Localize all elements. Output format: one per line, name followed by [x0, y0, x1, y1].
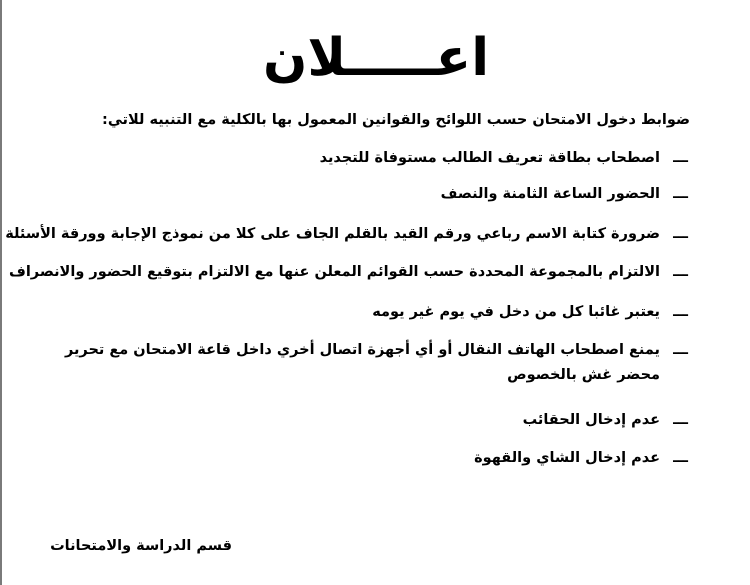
- rule-dash: ـــ: [673, 150, 688, 166]
- rule-item: [22, 182, 688, 207]
- rule-dash: ـــ: [673, 412, 688, 428]
- rule-item: [22, 338, 688, 388]
- rule-text: عدم إدخال الحقائب: [522, 412, 660, 428]
- announcement-title: اعـــــلان: [262, 28, 490, 88]
- rule-dash: ـــ: [673, 186, 688, 202]
- rule-text: ضرورة كتابة الاسم رباعي ورقم القيد بالقلم الجاف على كلا من نموذج الإجابة وورقة الأسئلة: [5, 226, 660, 242]
- rule-text: الالتزام بالمجموعة المحددة حسب القوائم المعلن عنها مع الالتزام بتوقيع الحضور والانصراف: [8, 264, 660, 280]
- rule-dash: ـــ: [673, 304, 688, 320]
- rule-item: [5, 222, 688, 247]
- intro-text: ضوابط دخول الامتحان حسب اللوائح والقوانين المعمول بها بالكلية مع التنبيه للاتي:: [102, 112, 690, 128]
- rule-text: يمنع اصطحاب الهاتف النقال أو أي أجهزة اتصال أخري داخل قاعة الامتحان مع تحرير محضر غش بالخصوص: [64, 342, 660, 383]
- rule-dash: ـــ: [673, 342, 688, 358]
- rule-item: [22, 300, 688, 325]
- rule-item: [22, 146, 688, 171]
- rule-dash: ـــ: [673, 226, 688, 242]
- rule-item: [22, 446, 688, 471]
- rule-text: اصطحاب بطاقة تعريف الطالب مستوفاة للتجديد: [319, 150, 660, 166]
- rule-dash: ـــ: [673, 264, 688, 280]
- rule-text: يعتبر غائبا كل من دخل في يوم غير يومه: [372, 304, 660, 320]
- rule-dash: ـــ: [673, 450, 688, 466]
- rule-text: عدم إدخال الشاي والقهوة: [474, 450, 660, 466]
- announcement-page: [2, 0, 750, 585]
- rule-item: [22, 408, 688, 433]
- department-signature: قسم الدراسة والامتحانات: [50, 538, 232, 554]
- rule-text: الحضور الساعة الثامنة والنصف: [440, 186, 660, 202]
- rule-item: [8, 260, 688, 285]
- rules-list: [5, 146, 688, 466]
